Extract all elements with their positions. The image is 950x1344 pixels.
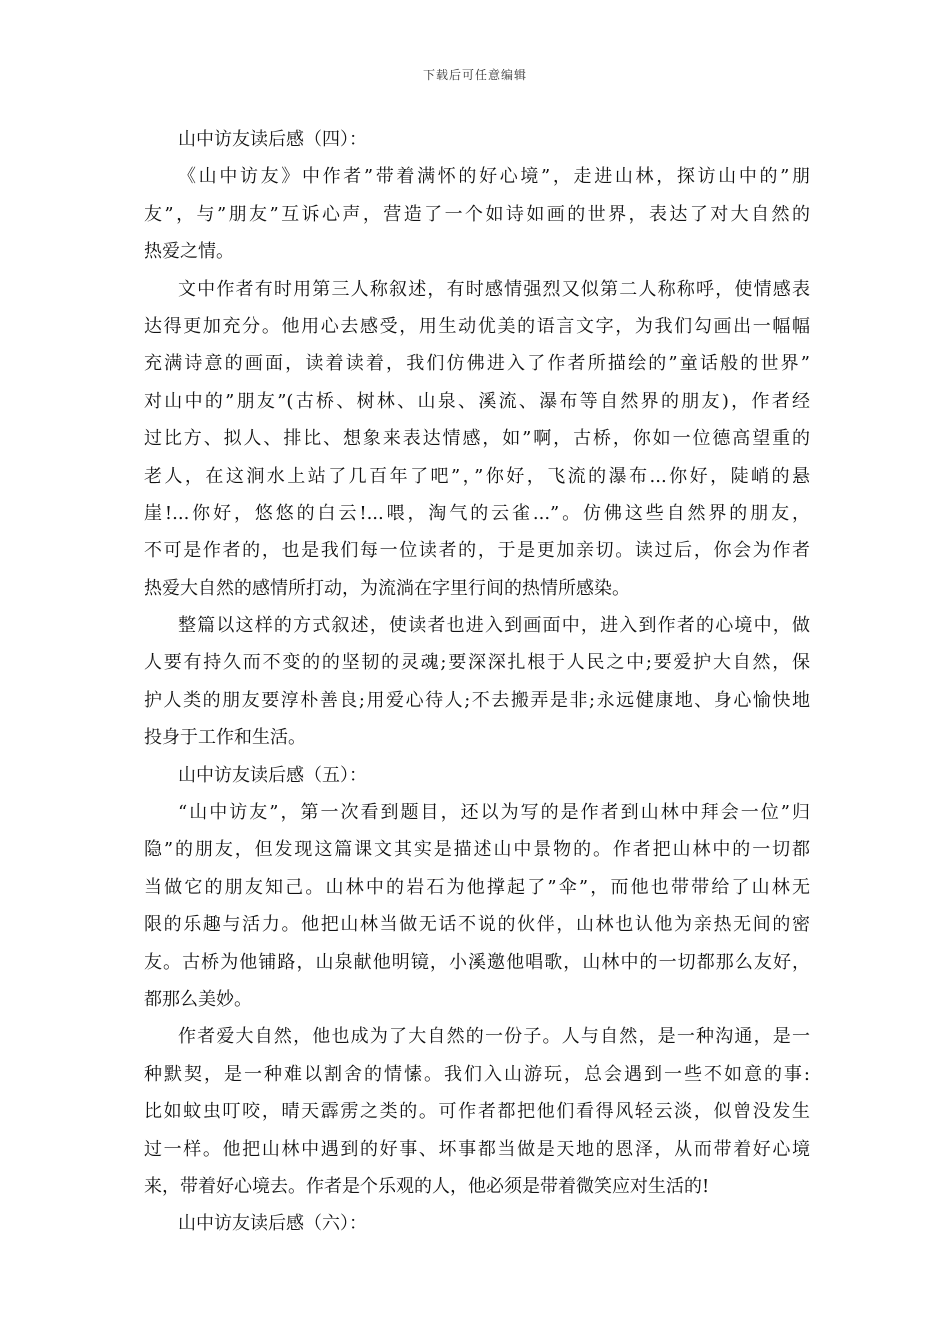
paragraph-line: “山中访友”，第一次看到题目，还以为写的是作者到山林中拜会一位”归 xyxy=(178,802,810,824)
paragraph-line: 作者爱大自然，他也成为了大自然的一份子。人与自然，是一种沟通，是一 xyxy=(178,1026,810,1048)
paragraph-line: 老人，在这涧水上站了几百年了吧”，”你好，飞流的瀑布...你好，陡峭的悬 xyxy=(144,465,810,487)
section-heading: 山中访友读后感（六）： xyxy=(178,1213,367,1235)
paragraph-line: 《山中访友》中作者”带着满怀的好心境”，走进山林，探访山中的”朋 xyxy=(178,166,810,188)
paragraph-line: 过比方、拟人、排比、想象来表达情感，如”啊，古桥，你如一位德高望重的 xyxy=(144,428,810,450)
paragraph-line: 投身于工作和生活。 xyxy=(144,727,306,749)
section-heading: 山中访友读后感（五）： xyxy=(178,764,367,786)
paragraph-line: 隐”的朋友，但发现这篇课文其实是描述山中景物的。作者把山林中的一切都 xyxy=(144,839,810,861)
paragraph-line: 热爱大自然的感情所打动，为流淌在字里行间的热情所感染。 xyxy=(144,577,630,599)
paragraph-line: 比如蚊虫叮咬，晴天霹雳之类的。可作者都把他们看得风轻云淡，似曾没发生 xyxy=(144,1101,810,1123)
page-header-note: 下载后可任意编辑 xyxy=(422,68,527,82)
paragraph-line: 友。古桥为他铺路，山泉献他明镜，小溪邀他唱歌，山林中的一切都那么友好， xyxy=(144,951,810,973)
paragraph-line: 达得更加充分。他用心去感受，用生动优美的语言文字，为我们勾画出一幅幅 xyxy=(144,315,810,337)
paragraph-line: 对山中的”朋友”(古桥、树林、山泉、溪流、瀑布等自然界的朋友)，作者经 xyxy=(144,390,810,412)
paragraph-line: 都那么美妙。 xyxy=(144,988,252,1010)
paragraph-line: 整篇以这样的方式叙述，使读者也进入到画面中，进入到作者的心境中，做 xyxy=(178,615,810,637)
paragraph-line: 人要有持久而不变的的坚韧的灵魂;要深深扎根于人民之中;要爱护大自然，保 xyxy=(144,652,810,674)
paragraph-line: 不可是作者的，也是我们每一位读者的，于是更加亲切。读过后，你会为作者 xyxy=(144,540,810,562)
section-heading: 山中访友读后感（四）： xyxy=(178,129,367,150)
paragraph-line: 热爱之情。 xyxy=(144,241,234,263)
document-body xyxy=(144,121,810,1243)
paragraph-line: 文中作者有时用第三人称叙述，有时感情强烈又似第二人称称呼，使情感表 xyxy=(178,278,810,300)
paragraph-line: 种默契，是一种难以割舍的情愫。我们入山游玩，总会遇到一些不如意的事: xyxy=(144,1063,810,1085)
paragraph-line: 当做它的朋友知己。山林中的岩石为他撑起了”伞”，而他也带带给了山林无 xyxy=(144,876,810,898)
paragraph-line: 充满诗意的画面，读着读着，我们仿佛进入了作者所描绘的”童话般的世界” xyxy=(144,353,810,375)
paragraph-line: 来，带着好心境去。作者是个乐观的人，他必须是带着微笑应对生活的! xyxy=(144,1175,710,1197)
paragraph-line: 友”，与”朋友”互诉心声，营造了一个如诗如画的世界，表达了对大自然的 xyxy=(144,203,810,225)
paragraph-line: 限的乐趣与活力。他把山林当做无话不说的伙伴，山林也认他为亲热无间的密 xyxy=(144,914,810,936)
paragraph-line: 过一样。他把山林中遇到的好事、坏事都当做是天地的恩泽，从而带着好心境 xyxy=(144,1138,810,1160)
paragraph-line: 崖!...你好，悠悠的白云!...喂，淘气的云雀...”。仿佛这些自然界的朋友， xyxy=(144,502,810,524)
paragraph-line: 护人类的朋友要淳朴善良;用爱心待人;不去搬弄是非;永远健康地、身心愉快地 xyxy=(144,689,810,711)
